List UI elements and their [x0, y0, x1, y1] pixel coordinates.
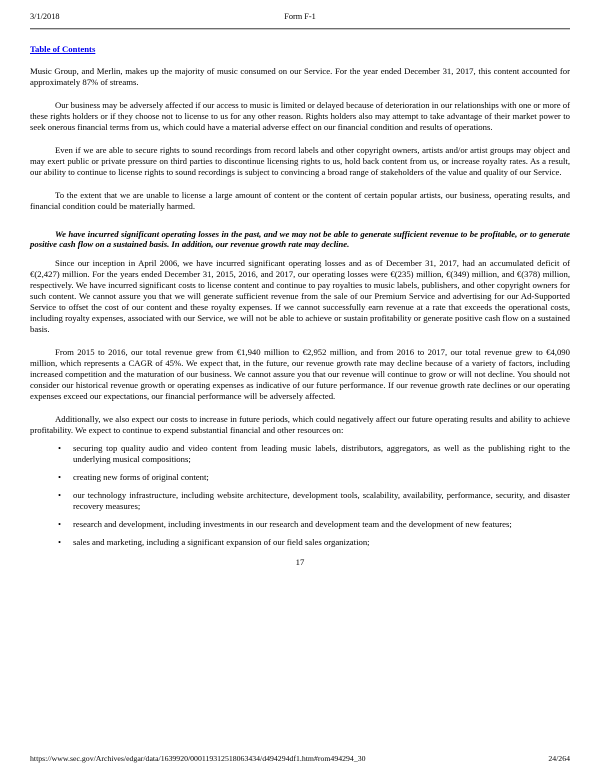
paragraph-continuation: Music Group, and Merlin, makes up the majority of music consumed on our Service. For the year ended December 31, 2017, this content accounted for approximately 87% of streams.	[30, 66, 570, 87]
print-footer	[30, 754, 570, 763]
list-item	[30, 472, 570, 483]
document-body	[30, 66, 570, 567]
paragraph: Even if we are able to secure rights to sound recordings from record labels and other copyright owners, artists and/or artist groups may object and may exert public or private pressure on third parties to discontinue licensing rights to us, hold back content from us, or increase royalty rates. As a result, our ability to continue to license rights to sound recordings is subject to convincing a broad range of stakeholders of the value and quality of our Service.	[30, 144, 570, 177]
list-item	[30, 519, 570, 530]
bullet-icon: •	[58, 442, 62, 453]
header-divider	[30, 28, 570, 30]
bullet-icon: •	[58, 518, 62, 529]
print-header-title: Form F-1	[284, 12, 316, 21]
paragraph: To the extent that we are unable to license a large amount of content or the content of certain popular artists, our business, operating results, and financial condition could be materially harmed.	[30, 189, 570, 211]
table-of-contents-link[interactable]: Table of Contents	[30, 44, 96, 54]
list-item	[30, 443, 570, 465]
print-header-date: 3/1/2018	[30, 12, 60, 21]
list-item-text: securing top quality audio and video content from leading music labels, distributors, aggregators, as well as the publishing right to the underlying musical compositions;	[73, 442, 570, 464]
list-item-text: research and development, including investments in our research and development team and the development of new features;	[73, 518, 512, 529]
bullet-list	[30, 443, 570, 548]
list-item-text: creating new forms of original content;	[73, 471, 209, 482]
list-item	[30, 537, 570, 548]
bullet-icon: •	[58, 489, 62, 500]
paragraph: Additionally, we also expect our costs to increase in future periods, which could negatively affect our future operating results and ability to achieve profitability. We expect to continue to expend substantial financial and other resources on:	[30, 413, 570, 435]
bullet-icon: •	[58, 536, 62, 547]
paragraph: Our business may be adversely affected if our access to music is limited or delayed because of deterioration in our relationships with one or more of these rights holders or if they choose not to license to us for any other reason. Rights holders also may attempt to take advantage of their market power to seek onerous financial terms from us, which could have a material adverse effect on our financial condition and results of operations.	[30, 99, 570, 132]
paragraph: From 2015 to 2016, our total revenue grew from €1,940 million to €2,952 million, and from 2016 to 2017, our total revenue grew to €4,090 million, which represents a CAGR of 45%. We expect that, in the future, our revenue growth rate may decline because of a variety of factors, including increased competition and the maturation of our business. We cannot assure you that our revenue will continue to grow or will not decline. You should not consider our historical revenue growth or operating expenses as indicative of our future performance. If our revenue growth rate declines or our operating expenses exceed our expectations, our financial performance will be adversely affected.	[30, 347, 570, 401]
footer-page-indicator: 24/264	[548, 754, 570, 763]
risk-factor-section	[30, 258, 570, 435]
risk-factor-heading: We have incurred significant operating losses in the past, and we may not be able to generate sufficient revenue to be profitable, or to generate positive cash flow on a sustained basis. In addition, our revenue growth rate may decline.	[30, 228, 570, 250]
paragraph: Since our inception in April 2006, we have incurred significant operating losses and as of December 31, 2017, had an accumulated deficit of €(2,427) million. For the years ended December 31, 2015, 2016, and 2017, our operating losses were €(235) million, €(349) million, and €(378) million, respectively. We have incurred significant costs to license content and continue to pay royalties to music labels, publishers, and other copyright owners for such content. We cannot assure you that we will generate sufficient revenue from the sale of our Premium Service and advertising for our Ad-Supported Service to offset the cost of our content and these royalty expenses. If we cannot successfully earn revenue at a rate that exceeds the operational costs, including royalty expenses, associated with our Service, we will not be able to achieve or sustain profitability or generate positive cash flow on a sustained basis.	[30, 258, 570, 335]
footer-url: https://www.sec.gov/Archives/edgar/data/1639920/000119312518063434/d494294df1.htm#rom494294_30	[30, 754, 366, 763]
print-header	[30, 12, 570, 21]
list-item-text: sales and marketing, including a significant expansion of our field sales organization;	[73, 536, 370, 547]
list-item-text: our technology infrastructure, including website architecture, development tools, scalability, availability, performance, security, and disaster recovery measures;	[73, 489, 570, 511]
bullet-icon: •	[58, 471, 62, 482]
list-item	[30, 490, 570, 512]
page-number: 17	[295, 557, 305, 568]
